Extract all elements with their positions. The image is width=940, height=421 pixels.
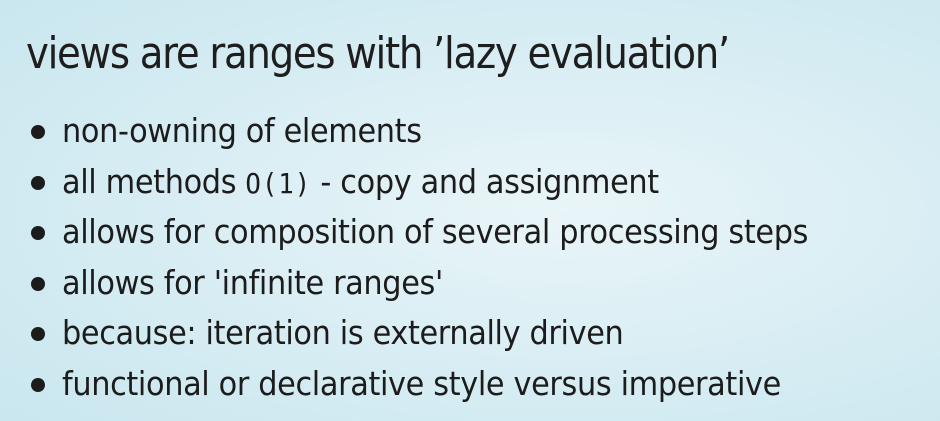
bullet-text-post: - copy and assignment	[311, 161, 659, 201]
bullet-text: functional or declarative style versus imperative	[62, 363, 781, 403]
bullet-point-icon	[31, 226, 45, 240]
bullet-point-icon	[31, 176, 45, 190]
bullet-text-pre: all methods	[62, 161, 246, 201]
bullet-text: allows for composition of several processing steps	[62, 212, 809, 251]
bullet-text: non-owning of elements	[62, 111, 422, 150]
complexity-code: O(1)	[245, 166, 312, 200]
bullet-text: because: iteration is externally driven	[62, 313, 624, 352]
bullet-point-icon	[31, 327, 45, 341]
bullet-text: allows for 'infinite ranges'	[62, 262, 443, 302]
bullet-text	[62, 157, 659, 210]
slide-title: views are ranges with ’lazy evaluation’	[26, 28, 729, 79]
bullet-point-icon	[31, 125, 45, 139]
bullet-point-icon	[31, 378, 45, 392]
bullet-point-icon	[31, 277, 45, 291]
